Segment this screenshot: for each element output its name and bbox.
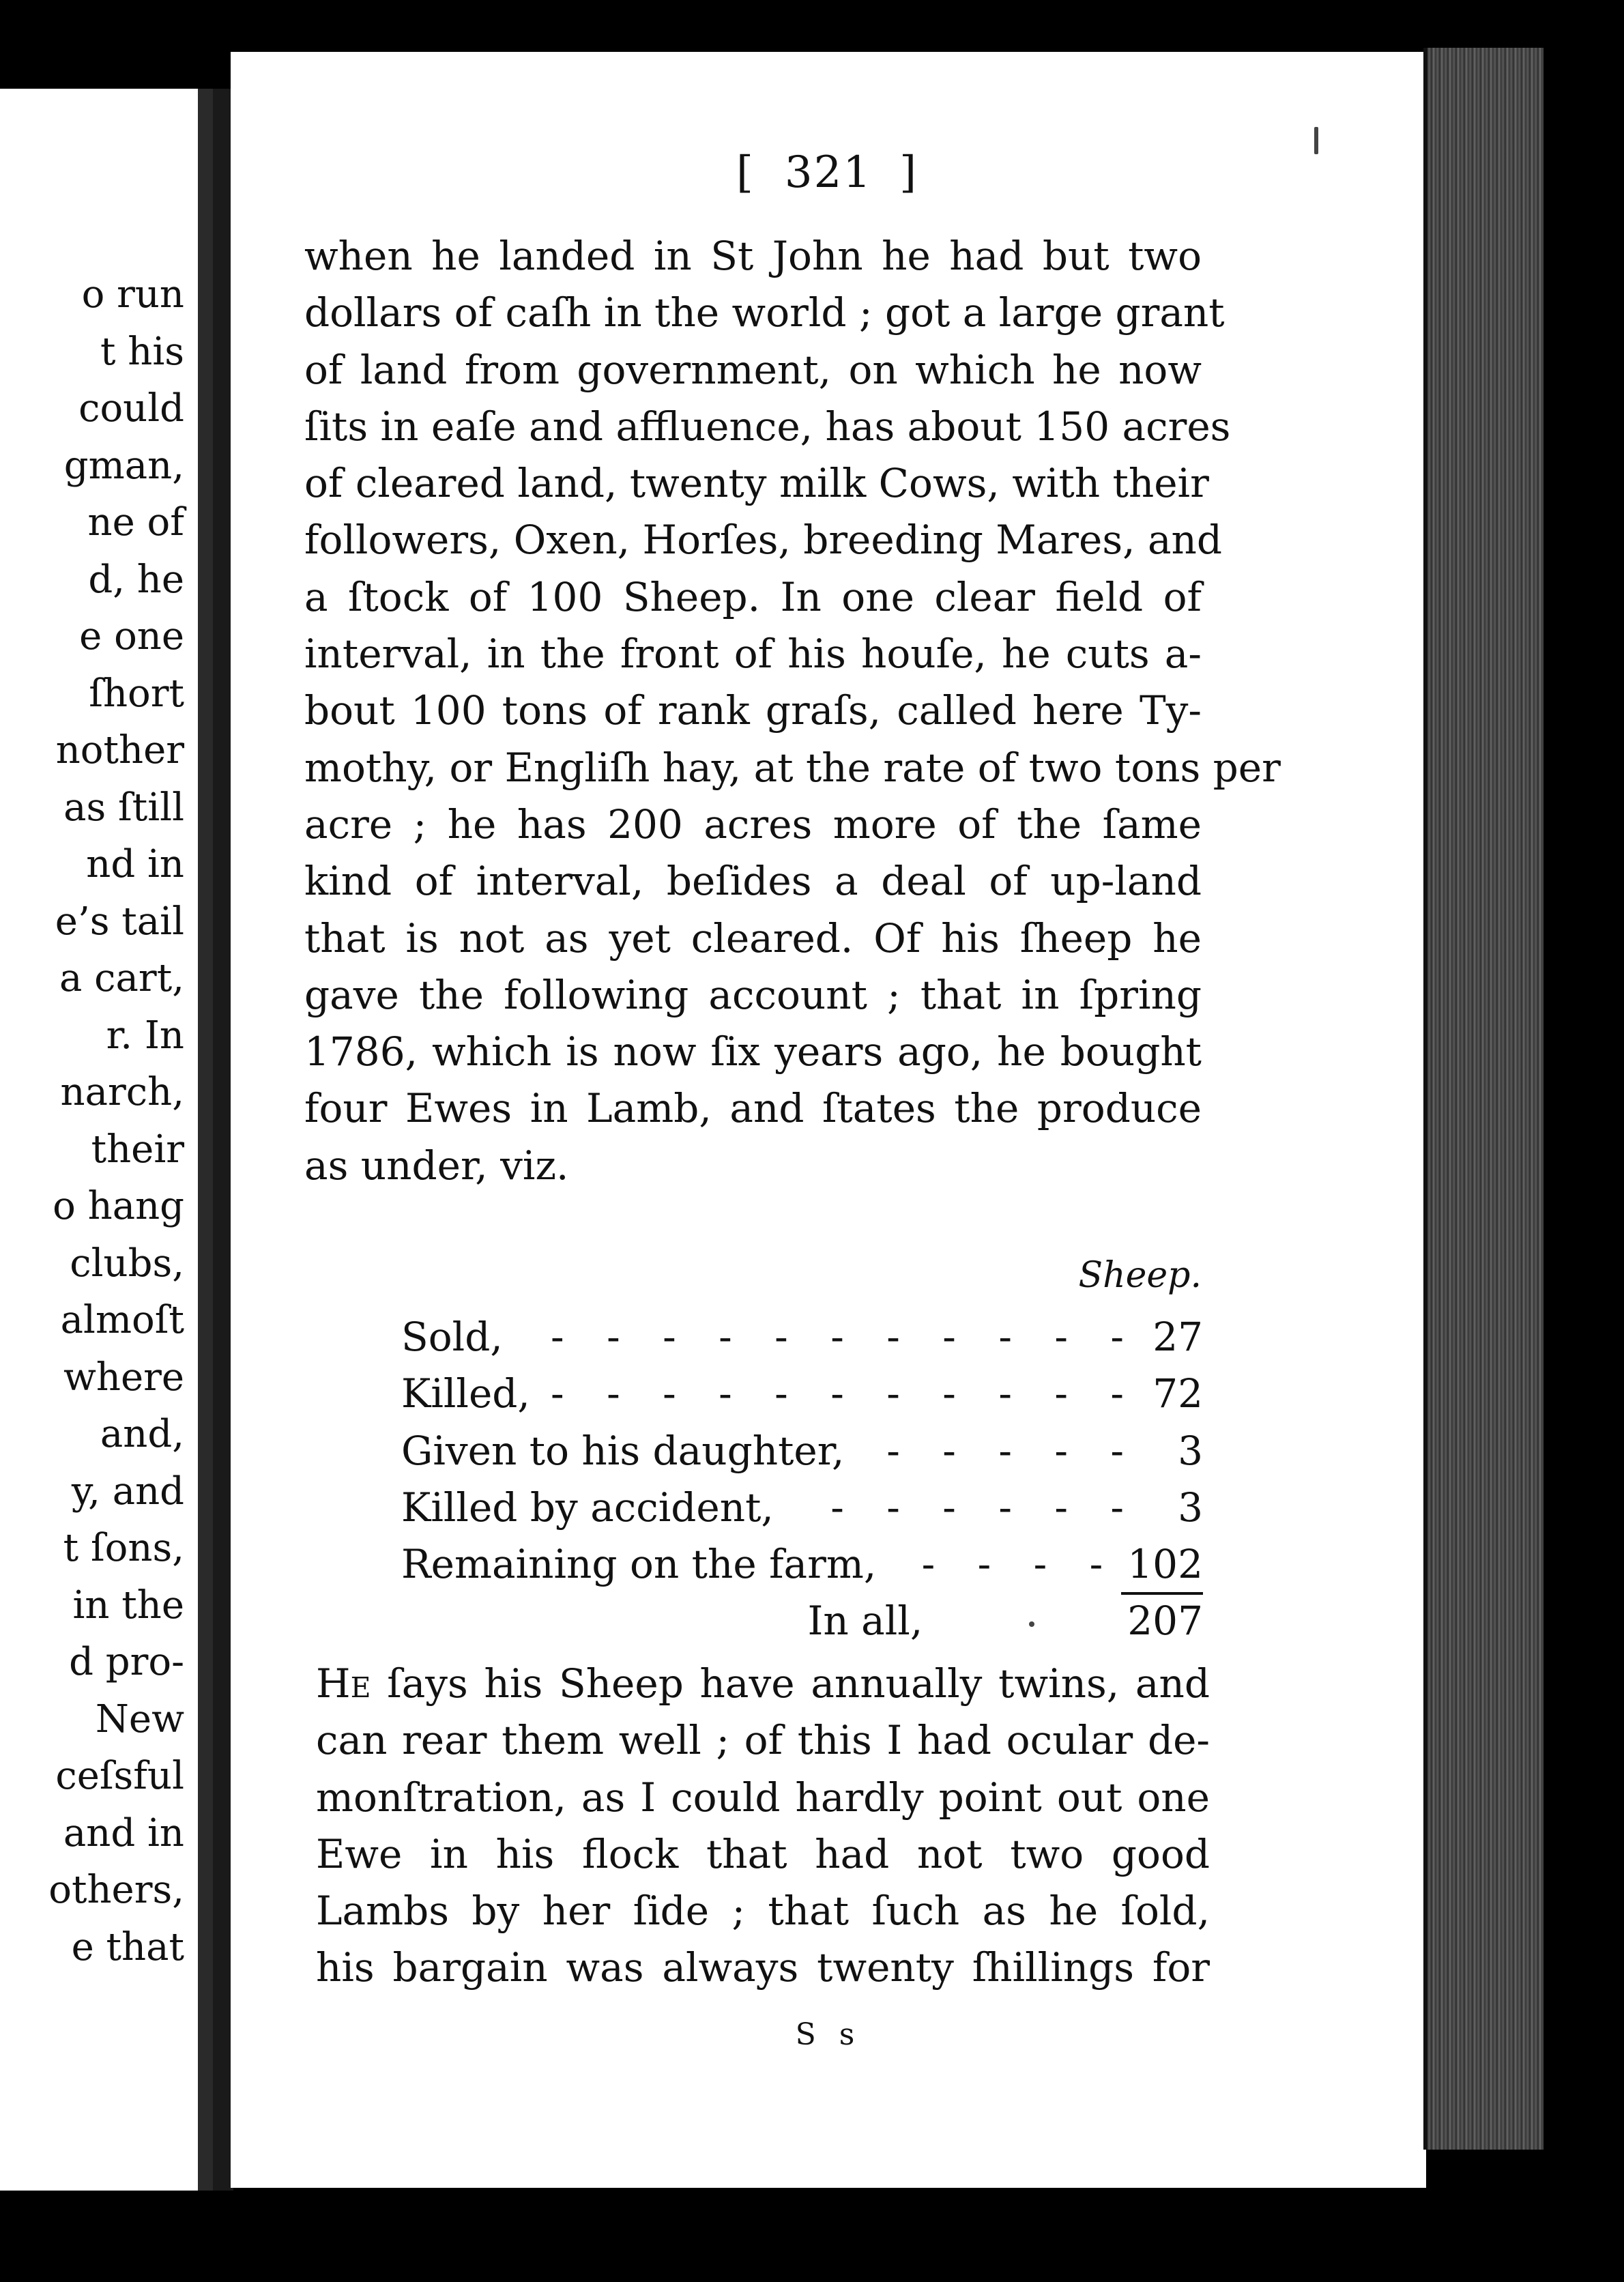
previous-page-line: where	[63, 1355, 184, 1400]
book-page	[231, 52, 1426, 2188]
previous-page-line: y, and	[71, 1469, 184, 1514]
row-value: 102	[1127, 1541, 1203, 1588]
previous-page-line: nother	[55, 728, 184, 772]
previous-page-line: e one	[79, 614, 184, 659]
paragraph-1	[304, 228, 1281, 1194]
previous-page-line: in the	[72, 1583, 184, 1628]
row-label: Remaining on the farm,	[401, 1541, 877, 1588]
text-line: that is not as yet cleared. Of his ſheep he	[304, 914, 1202, 962]
table-column-header: Sheep.	[1078, 1255, 1202, 1296]
previous-page-line: ne of	[87, 500, 184, 545]
previous-page-line: and,	[100, 1412, 184, 1456]
signature-mark: S s	[795, 2017, 862, 2052]
previous-page-line: nd in	[86, 842, 184, 886]
text-line: ſits in eaſe and affluence, has about 150 acres	[304, 403, 1231, 450]
table-row	[401, 1366, 1203, 1422]
previous-page-line: d pro-	[69, 1640, 184, 1684]
previous-page-line: a cart,	[59, 956, 184, 1000]
text-line: as under, viz.	[304, 1142, 569, 1189]
previous-page-line: e that	[71, 1924, 184, 1969]
total-label: In all,	[807, 1598, 923, 1645]
table-row	[401, 1423, 1203, 1479]
total-value: 207	[1127, 1598, 1203, 1645]
text-line: followers, Oxen, Horſes, breeding Mares, and	[304, 517, 1223, 564]
row-value: 3	[1178, 1484, 1203, 1531]
previous-page-line: ceſsful	[55, 1754, 184, 1798]
previous-page-lines	[48, 266, 198, 1976]
text-line: mothy, or Engliſh hay, at the rate of two tons per	[304, 744, 1281, 791]
sheep-tally-table	[401, 1309, 1203, 1650]
text-line: dollars of caſh in the world ; got a large grant	[304, 289, 1225, 336]
page-number: 321	[784, 147, 873, 198]
previous-page-line: could	[78, 386, 184, 431]
previous-page-line: t his	[100, 329, 184, 374]
row-label: Given to his daughter,	[401, 1427, 845, 1474]
previous-page-line: narch,	[60, 1070, 184, 1114]
bracket-open: [	[736, 147, 757, 198]
bracket-close: ]	[899, 147, 921, 198]
row-leader: - - - - - - - - - - -	[551, 1314, 1139, 1360]
text-line: interval, in the front of his houſe, he cuts a-	[304, 631, 1202, 678]
text-line: Ewe in his flock that had not two good	[316, 1830, 1210, 1877]
text-line: when he landed in St John he had but two	[304, 233, 1202, 279]
row-label: Sold,	[401, 1314, 503, 1360]
row-leader: - - - - -	[886, 1427, 1139, 1474]
row-value: 72	[1152, 1370, 1203, 1417]
text-line: of land from government, on which he now	[304, 346, 1202, 393]
text-line	[316, 1656, 1210, 1712]
table-row	[401, 1479, 1203, 1536]
previous-page-line: and in	[63, 1810, 184, 1855]
previous-page-line: d, he	[88, 557, 184, 602]
previous-page-line: t ſons,	[63, 1526, 184, 1570]
text-line: kind of interval, beſides a deal of up-land	[304, 858, 1202, 905]
row-value: 3	[1178, 1427, 1203, 1474]
previous-page-line: their	[91, 1127, 184, 1172]
previous-page-fragment	[0, 89, 213, 2191]
previous-page-line: o hang	[53, 1184, 184, 1228]
text-line: of cleared land, twenty milk Cows, with their	[304, 460, 1209, 507]
ink-speck	[1314, 127, 1318, 154]
paragraph-2	[316, 1656, 1210, 1997]
previous-page-line: e’s tail	[55, 899, 184, 944]
paragraph-lead-word: He	[316, 1660, 371, 1707]
previous-page-line: others,	[48, 1868, 184, 1912]
text-line: gave the following account ; that in ſpring	[304, 971, 1202, 1018]
row-label: Killed,	[401, 1370, 530, 1417]
text-line: four Ewes in Lamb, and ſtates the produce	[304, 1085, 1202, 1132]
text-line: his bargain was always twenty ſhillings for	[316, 1944, 1210, 1991]
text-line: monſtration, as I could hardly point out one	[316, 1774, 1210, 1821]
text-line: bout 100 tons of rank graſs, called here Ty-	[304, 687, 1202, 734]
row-leader: - - - - - - - - - - -	[551, 1370, 1139, 1417]
table-total-row	[401, 1593, 1203, 1649]
previous-page-line: New	[95, 1696, 184, 1742]
page-edges	[1423, 48, 1543, 2150]
text-line: can rear them well ; of this I had ocular de-	[316, 1717, 1210, 1764]
previous-page-line: almoſt	[60, 1298, 184, 1342]
ink-speck	[1029, 1621, 1034, 1627]
text-line: a ſtock of 100 Sheep. In one clear field of	[304, 573, 1202, 620]
row-value: 27	[1152, 1314, 1203, 1360]
previous-page-line: clubs,	[70, 1241, 184, 1286]
text-line: Lambs by her ſide ; that ſuch as he ſold,	[316, 1888, 1210, 1935]
first-line-text: ſays his Sheep have annually twins, and	[371, 1660, 1210, 1707]
text-line: 1786, which is now ſix years ago, he bought	[304, 1028, 1202, 1075]
text-line: acre ; he has 200 acres more of the ſame	[304, 800, 1202, 848]
table-row	[401, 1309, 1203, 1366]
running-head	[231, 147, 1426, 198]
previous-page-line: r. In	[106, 1013, 184, 1058]
sum-rule	[1121, 1592, 1203, 1595]
row-leader: - - - - - -	[830, 1484, 1139, 1531]
row-label: Killed by accident,	[401, 1484, 774, 1531]
previous-page-line: ſhort	[89, 671, 184, 716]
table-row	[401, 1536, 1203, 1593]
previous-page-line: o run	[81, 272, 184, 317]
row-leader: - - - -	[921, 1541, 1118, 1588]
previous-page-line: gman,	[63, 443, 184, 488]
previous-page-line: as ſtill	[63, 785, 184, 830]
